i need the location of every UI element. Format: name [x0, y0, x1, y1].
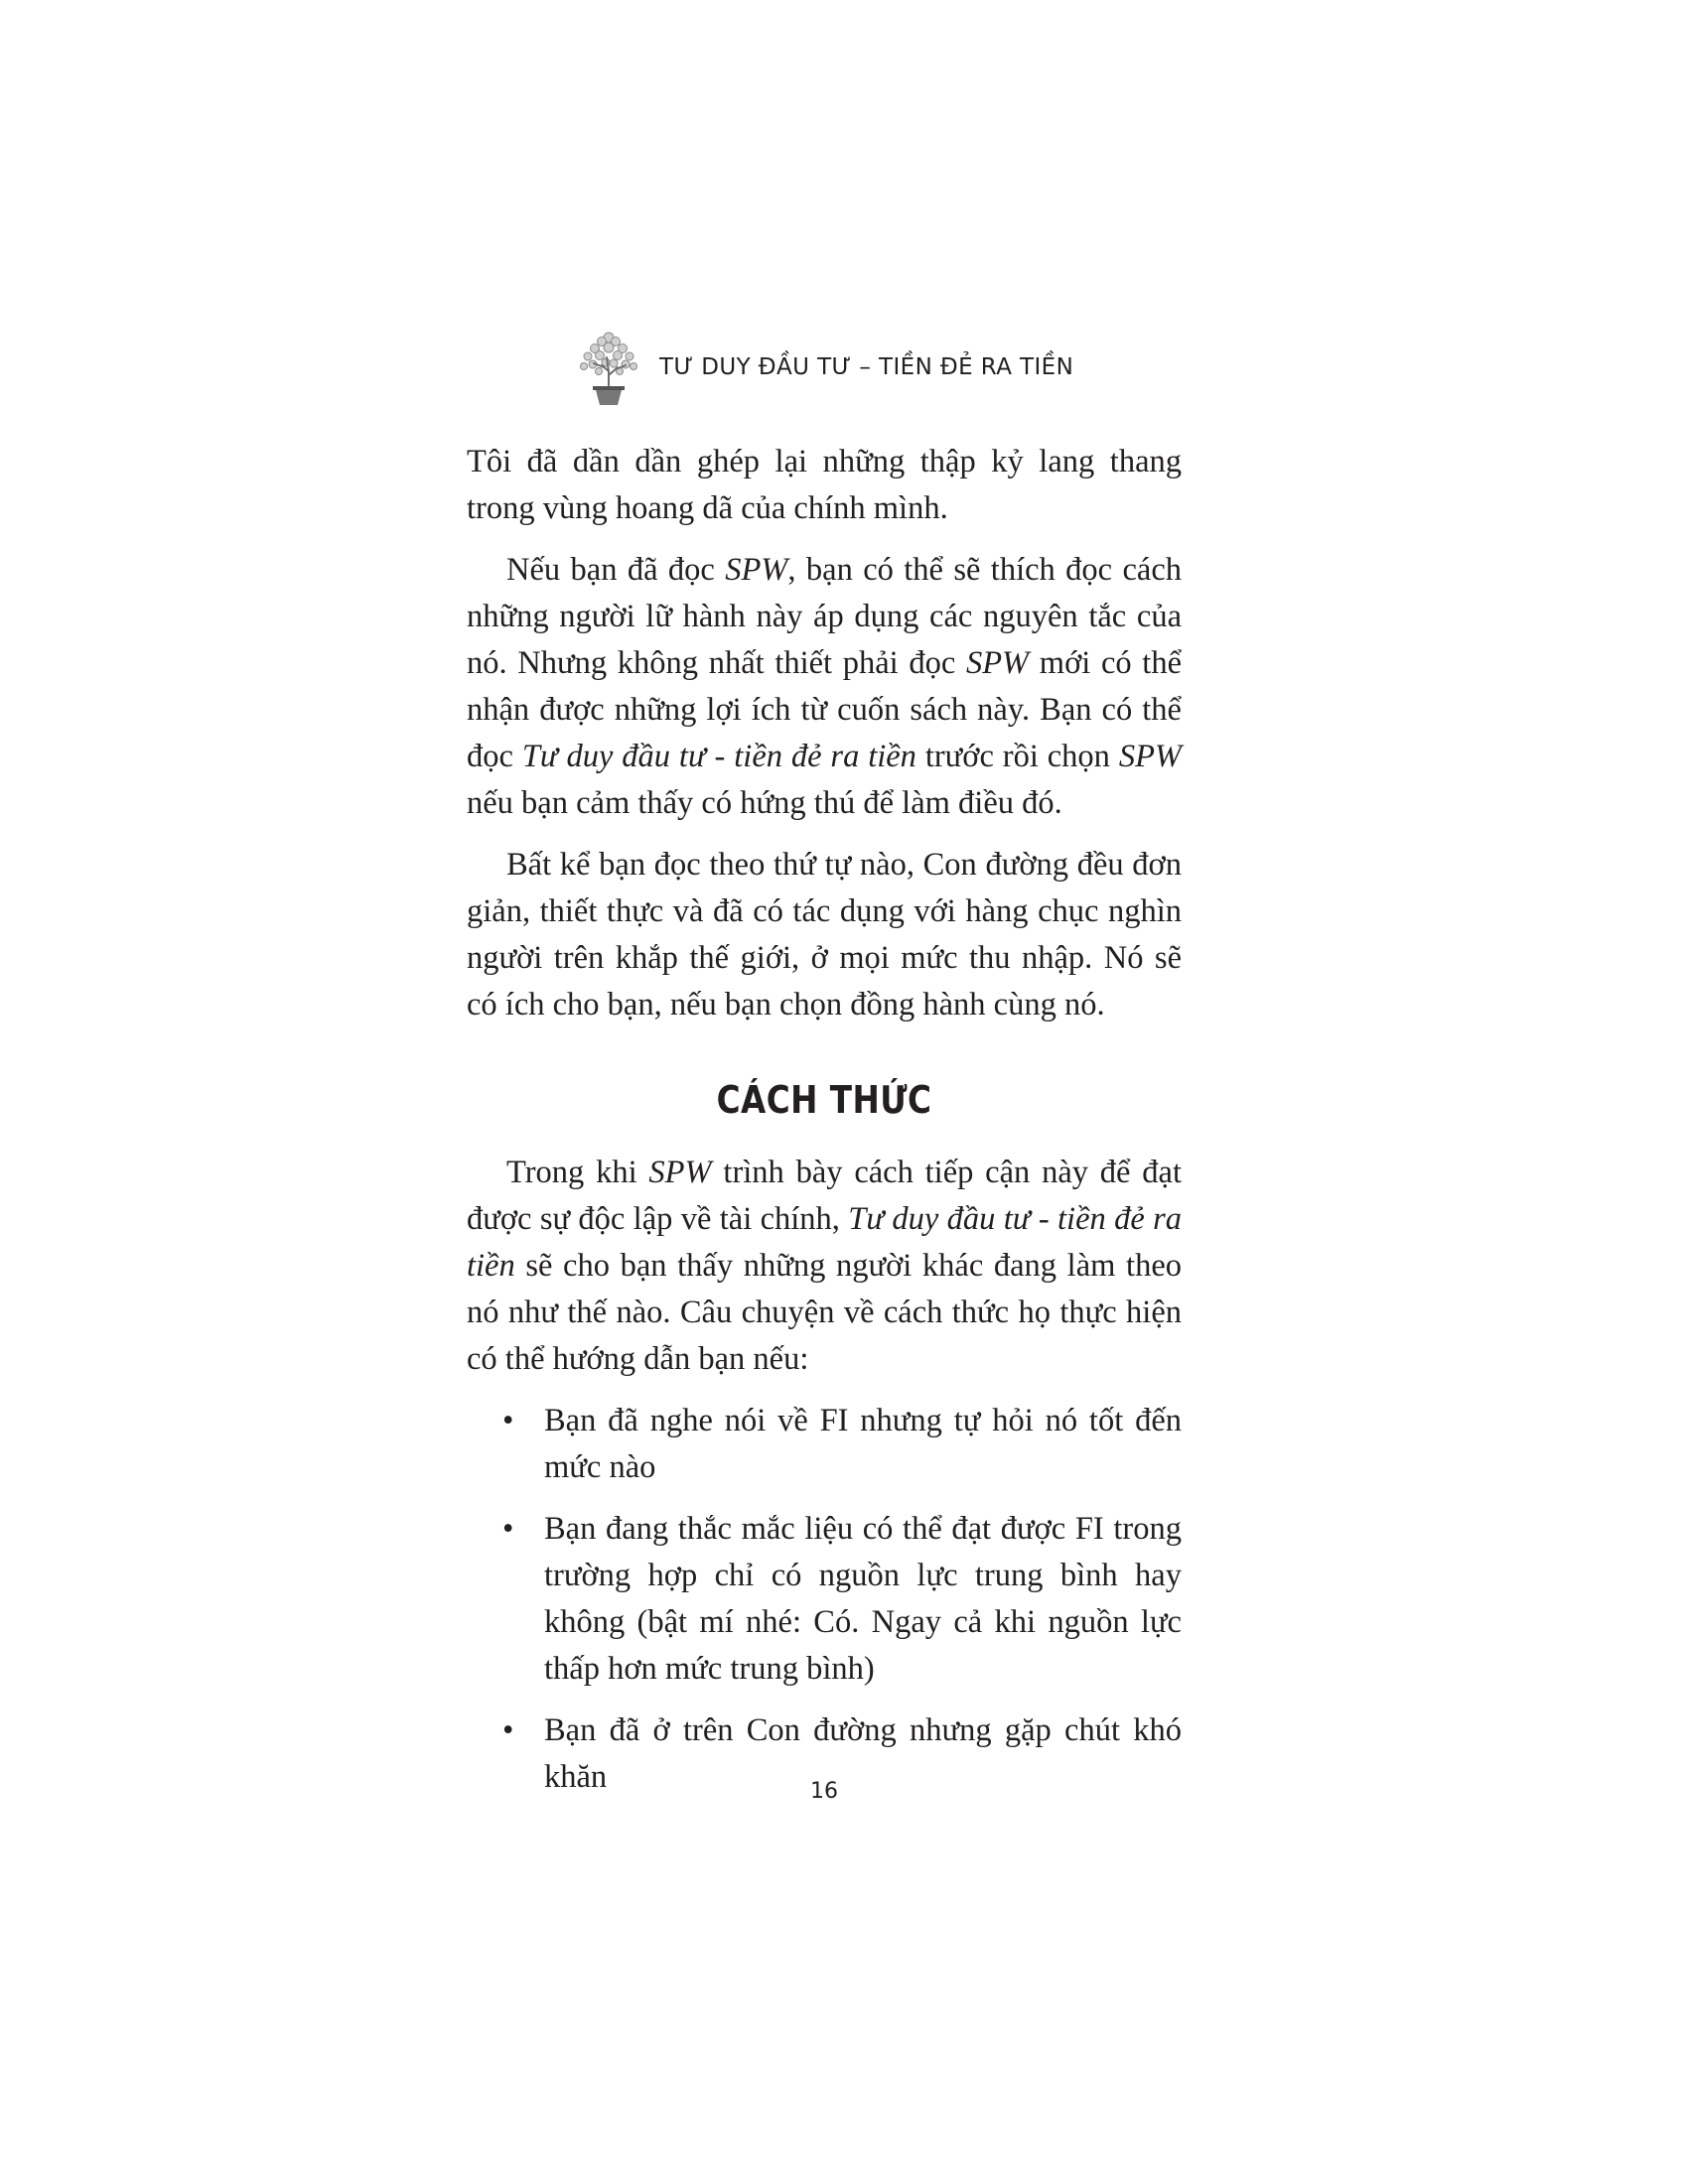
section-intro-paragraph [467, 1150, 1182, 1383]
text-run: mới có thể nhận được những lợi ích từ cuốn sách này. Bạn có thể đọc [467, 645, 1183, 774]
bullet-list [467, 1398, 1182, 1801]
text-run: sẽ cho bạn thấy những người khác đang làm theo nó như thế nào. Câu chuyện về cách thức họ thực hiện có thể hướng dẫn bạn nếu: [467, 1248, 1182, 1377]
paragraph [467, 547, 1182, 827]
running-head [576, 328, 1073, 407]
text-run: nếu bạn cảm thấy có hứng thú để làm điều đó. [467, 785, 1062, 821]
text-run: Trong khi [506, 1155, 649, 1190]
text-run: Bất kể bạn đọc theo thứ tự nào, Con đường đều đơn giản, thiết thực và đã có tác dụng với hàng chục nghìn người trên khắp thế giới, ở mọi mức thu nhập. Nó sẽ có ích cho bạn, nếu bạn chọn đồng hành cùng nó. [467, 847, 1182, 1023]
text-run: , bạn có thể sẽ thích đọc cách những người lữ hành này áp dụng các nguyên tắc của nó. Nhưng không nhất thiết phải đọc [467, 552, 1183, 681]
italic-text: SPW [1118, 739, 1182, 774]
text-run: trước rồi chọn [915, 739, 1119, 774]
list-item [467, 1506, 1182, 1693]
italic-text: SPW [965, 645, 1030, 681]
page-number: 16 [810, 1779, 838, 1804]
bullet-marker: • [502, 1712, 514, 1748]
text-run: Nếu bạn đã đọc [506, 552, 726, 588]
italic-text: SPW [648, 1155, 712, 1190]
text-run: trình bày cách tiếp cận này để đạt được sự độc lập về tài chính, [467, 1155, 1182, 1237]
paragraph [467, 842, 1182, 1028]
bullet-marker: • [502, 1511, 514, 1547]
text-run: Tôi đã dần dần ghép lại những thập kỷ lang thang trong vùng hoang dã của chính mình. [467, 444, 1182, 526]
page-body [467, 439, 1182, 1816]
paragraph [467, 439, 1182, 532]
italic-text: Tư duy đầu tư - tiền đẻ ra tiền [521, 739, 916, 774]
italic-text: SPW [725, 552, 788, 588]
italic-text: Tư duy đầu tư - tiền đẻ ra tiền [467, 1201, 1182, 1284]
list-item-text: Bạn đã ở trên Con đường nhưng gặp chút khó khăn [544, 1712, 1182, 1795]
section-heading: CÁCH THỨC [716, 1078, 932, 1122]
bullet-marker: • [502, 1403, 514, 1438]
running-title: TƯ DUY ĐẦU TƯ – TIỀN ĐẺ RA TIỀN [659, 354, 1074, 380]
list-item-text: Bạn đã nghe nói về FI nhưng tự hỏi nó tốt đến mức nào [544, 1403, 1182, 1485]
bonsai-tree-icon [576, 328, 641, 407]
list-item [467, 1398, 1182, 1491]
list-item-text: Bạn đang thắc mắc liệu có thể đạt được FI trong trường hợp chỉ có nguồn lực trung bình hay không (bật mí nhé: Có. Ngay cả khi nguồn lực thấp hơn mức trung bình) [544, 1511, 1182, 1687]
